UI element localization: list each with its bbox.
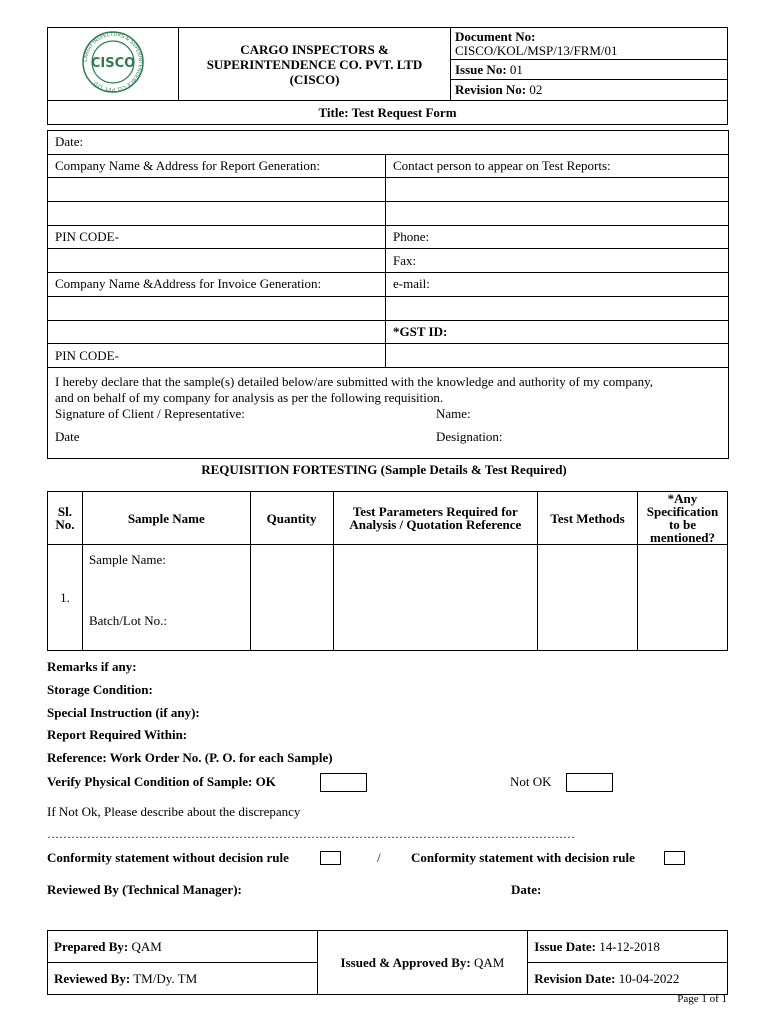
client-details-table [47, 130, 729, 459]
requisition-title: REQUISITION FORTESTING (Sample Details & Test Required) [201, 462, 567, 477]
special-instruction-label: Special Instruction (if any): [47, 705, 200, 720]
date-label: Date [55, 428, 80, 444]
issue-date: Issue Date: 14-12-2018 [528, 931, 728, 963]
reviewed-by: Reviewed By: TM/Dy. TM [48, 963, 318, 995]
revision-number: Revision No: 02 [451, 80, 728, 101]
declaration-text: I hereby declare that the sample(s) detailed below/are submitted with the knowledge and authority of my company, [55, 373, 654, 389]
form-title: Title: Test Request Form [48, 101, 728, 125]
conformity-with-checkbox[interactable] [664, 851, 685, 865]
specification-cell[interactable] [637, 545, 727, 651]
designation-label: Designation: [436, 428, 503, 444]
quantity-cell[interactable] [250, 545, 333, 651]
remarks-label: Remarks if any: [47, 659, 137, 674]
column-header: Sl. No. [48, 492, 83, 545]
table-row [48, 545, 728, 651]
company-invoice-label: Company Name &Address for Invoice Generation: [48, 273, 386, 297]
page-number: Page 1 of 1 [677, 993, 727, 1005]
approval-footer [47, 930, 728, 995]
logo-cell [48, 28, 179, 101]
requisition-table [47, 491, 728, 651]
batch-label: Batch/Lot No.: [88, 613, 167, 628]
blank-line[interactable] [386, 344, 729, 368]
date-field[interactable]: Date: [48, 131, 729, 155]
document-number: Document No: CISCO/KOL/MSP/13/FRM/01 [451, 28, 728, 60]
company-report-line[interactable] [48, 202, 386, 226]
conformity-without-checkbox[interactable] [320, 851, 341, 865]
column-header: Quantity [250, 492, 333, 545]
test-methods-cell[interactable] [538, 545, 638, 651]
svg-text:CISCO: CISCO [90, 56, 136, 71]
conformity-without-label: Conformity statement without decision rule [47, 850, 289, 865]
phone-field[interactable]: Phone: [386, 225, 729, 249]
fax-field[interactable]: Fax: [386, 249, 729, 273]
company-invoice-line[interactable] [48, 296, 386, 320]
document-header [47, 27, 728, 125]
blank-line[interactable] [386, 296, 729, 320]
conformity-with-label: Conformity statement with decision rule [411, 850, 635, 865]
column-header: Sample Name [82, 492, 250, 545]
discrepancy-label: If Not Ok, Please describe about the discrepancy [47, 804, 301, 819]
contact-person-label: Contact person to appear on Test Reports: [386, 154, 729, 178]
svg-text:CARGO INSPECTORS & SUPERINTEND: CARGO INSPECTORS & SUPERINTENDENCE CO. PVT. LTD. [82, 31, 144, 93]
report-within-label: Report Required Within: [47, 727, 188, 742]
declaration-text: and on behalf of my company for analysis as per the following requisition. [55, 389, 444, 405]
revision-date: Revision Date: 10-04-2022 [528, 963, 728, 995]
storage-label: Storage Condition: [47, 682, 153, 697]
contact-person-line[interactable] [386, 178, 729, 202]
sample-name-label: Sample Name: [88, 552, 166, 567]
issued-approved-by: Issued & Approved By: QAM [317, 931, 528, 995]
declaration-block [48, 367, 729, 458]
sample-name-cell[interactable] [82, 545, 250, 651]
reference-label: Reference: Work Order No. (P. O. for each Sample) [47, 750, 333, 765]
prepared-by: Prepared By: QAM [48, 931, 318, 963]
gst-id-field[interactable]: *GST ID: [386, 320, 729, 344]
reviewed-by-tm-label: Reviewed By (Technical Manager): [47, 882, 242, 897]
company-report-label: Company Name & Address for Report Generation: [48, 154, 386, 178]
serial-number: 1. [48, 545, 83, 651]
signature-label: Signature of Client / Representative: [55, 405, 245, 421]
pin-code-field[interactable]: PIN CODE- [48, 225, 386, 249]
not-ok-label: Not OK [510, 774, 552, 789]
column-header: *Any Specification to be mentioned? [637, 492, 727, 545]
not-ok-checkbox[interactable] [566, 773, 613, 792]
column-header: Test Methods [538, 492, 638, 545]
review-date-label: Date: [511, 882, 542, 897]
company-report-line[interactable] [48, 178, 386, 202]
separator-slash: / [377, 850, 381, 865]
company-name: CARGO INSPECTORS & SUPERINTENDENCE CO. PVT. LTD (CISCO) [179, 28, 451, 101]
contact-person-line[interactable] [386, 202, 729, 226]
cisco-logo-icon [78, 31, 148, 93]
test-parameters-cell[interactable] [333, 545, 538, 651]
discrepancy-dotted-line[interactable]: …………………………………………………………………………………………………………………… [47, 827, 575, 841]
verify-condition-label: Verify Physical Condition of Sample: OK [47, 774, 276, 789]
name-label: Name: [436, 405, 471, 421]
company-invoice-line[interactable] [48, 320, 386, 344]
ok-checkbox[interactable] [320, 773, 367, 792]
column-header: Test Parameters Required for Analysis / Quotation Reference [333, 492, 538, 545]
email-field[interactable]: e-mail: [386, 273, 729, 297]
issue-number: Issue No: 01 [451, 60, 728, 80]
blank-line[interactable] [48, 249, 386, 273]
pin-code-field[interactable]: PIN CODE- [48, 344, 386, 368]
